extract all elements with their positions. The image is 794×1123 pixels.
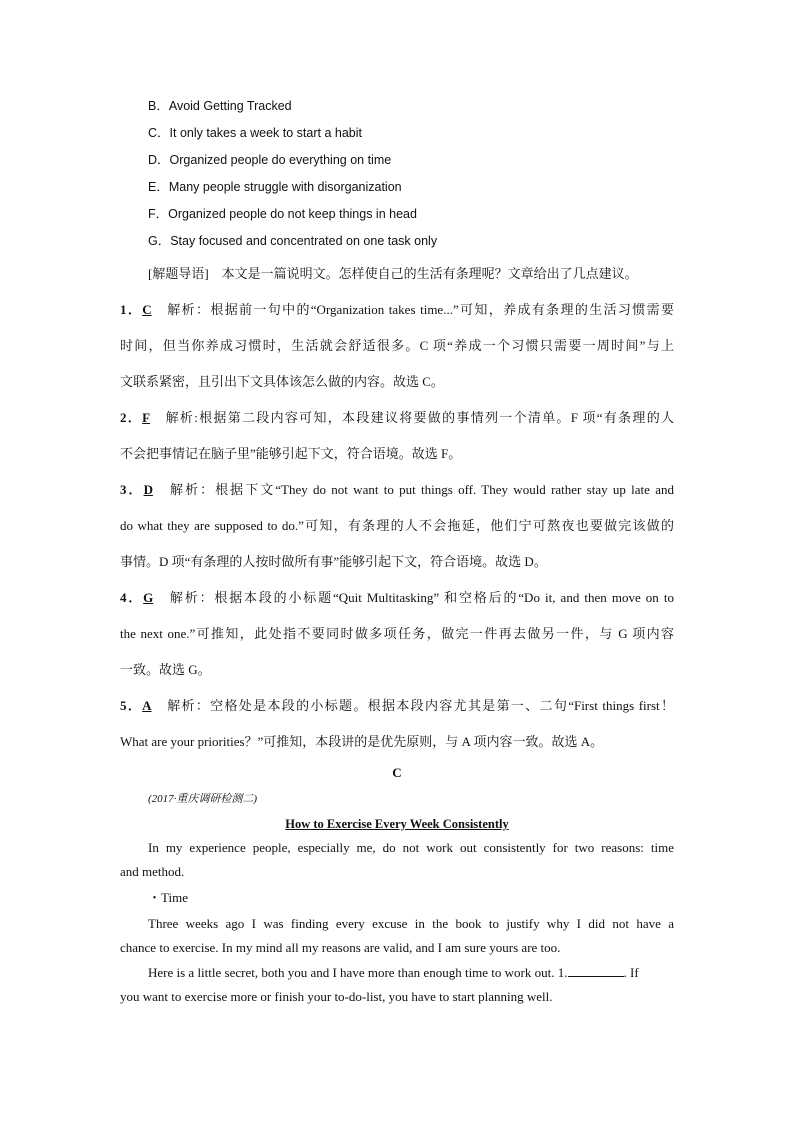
answer-2-line-1	[120, 410, 674, 426]
answer-5-letter: A	[142, 698, 152, 713]
answer-3-line-2: do what they are supposed to do.”可知，有条理的人不会拖延，他们宁可熬夜也要做完该做的	[120, 518, 674, 533]
answer-1-number: 1．	[120, 302, 143, 317]
answer-2-text: 解析:根据第二段内容可知，本段建议将要做的事情列一个清单。F 项“有条理的人	[150, 410, 674, 425]
passage-p2-line-2: chance to exercise. In my mind all my reasons are valid, and I am sure yours are too.	[120, 940, 561, 955]
answer-4-line-1	[120, 590, 674, 606]
answer-4-number: 4．	[120, 590, 144, 605]
answer-3-line-1	[120, 482, 674, 498]
option-d: D．Organized people do everything on time	[148, 153, 392, 167]
answer-2-number: 2．	[120, 410, 143, 425]
answer-3-number: 3．	[120, 482, 144, 497]
answer-2-line-2: 不会把事情记在脑子里”能够引起下文，符合语境。故选 F。	[120, 446, 462, 461]
answer-1-letter: C	[142, 302, 152, 317]
option-g: G．Stay focused and concentrated on one task only	[148, 234, 438, 248]
option-b: B．Avoid Getting Tracked	[148, 99, 292, 113]
answer-1-line-1	[120, 302, 674, 318]
answer-3-letter: D	[143, 482, 153, 497]
passage-p2-line-1: Three weeks ago I was finding every excuse in the book to justify why I did not have a	[148, 916, 674, 931]
answer-5-number: 5．	[120, 698, 143, 713]
passage-p3-text-a: Here is a little secret, both you and I have more than enough time to work out. 1.	[148, 965, 568, 980]
passage-p1-line-1: In my experience people, especially me, do not work out consistently for two reasons: time	[148, 840, 674, 855]
guide-text: [解题导语] 本文是一篇说明文。怎样使自己的生活有条理呢？文章给出了几点建议。	[148, 266, 638, 281]
passage-p1-line-2: and method.	[120, 864, 185, 879]
answer-3-line-3: 事情。D 项“有条理的人按时做所有事”能够引起下文，符合语境。故选 D。	[120, 554, 547, 569]
answer-4-letter: G	[143, 590, 154, 605]
passage-p3-text-b: . If	[623, 965, 639, 980]
answer-2-letter: F	[142, 410, 151, 425]
section-letter: C	[392, 765, 402, 780]
answer-1-text: 解析：根据前一句中的“Organization takes time...”可知，养成有条理的生活习惯需要	[151, 302, 674, 317]
option-e: E．Many people struggle with disorganization	[148, 180, 402, 194]
option-c: C．It only takes a week to start a habit	[148, 126, 362, 140]
option-f: F．Organized people do not keep things in head	[148, 207, 417, 221]
answer-3-text: 解析：根据下文“They do not want to put things off. They would rather stay up late and	[152, 482, 674, 497]
answer-5-line-2: What are your priorities？”可推知，本段讲的是优先原则，与 A 项内容一致。故选 A。	[120, 734, 604, 749]
answer-4-line-2: the next one.”可推知，此处指不要同时做多项任务，做完一件再去做另一件，与 G 项内容	[120, 626, 674, 641]
article-title: How to Exercise Every Week Consistently	[285, 817, 509, 831]
passage-p3-line-2: you want to exercise more or finish your to-do-list, you have to start planning well.	[120, 989, 553, 1004]
answer-blank-1[interactable]	[568, 964, 624, 977]
answer-4-text: 解析：根据本段的小标题“Quit Multitasking” 和空格后的“Do it, and then move on to	[153, 590, 674, 605]
answer-5-line-1	[120, 698, 674, 714]
answer-1-line-2: 时间，但当你养成习惯时，生活就会舒适很多。C 项“养成一个习惯只需要一周时间”与上	[120, 338, 674, 353]
answer-5-text: 解析：空格处是本段的小标题。根据本段内容尤其是第一、二句“First things first！	[151, 698, 674, 713]
answer-1-line-3: 文联系紧密，且引出下文具体该怎么做的内容。故选 C。	[120, 374, 444, 389]
passage-p3-line-1	[148, 964, 674, 981]
passage-bullet-time: ・Time	[148, 890, 188, 905]
answer-4-line-3: 一致。故选 G。	[120, 662, 211, 677]
source-note: (2017·重庆调研检测二)	[148, 793, 258, 805]
